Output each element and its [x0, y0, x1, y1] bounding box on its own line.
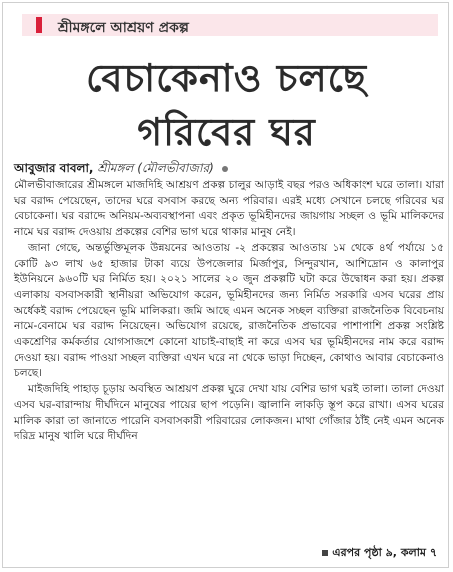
byline-bullet [222, 166, 228, 172]
article-body [14, 178, 444, 445]
paragraph-2: জানা গেছে, অন্তর্ভুক্তিমূলক উন্নয়নের আওতায় -২ প্রকল্পের আওতায় ১ম থেকে ৪র্থ পর্যায়ে ১৫ কোটি ৯৩ লাখ ৬৫ হাজার টাকা ব্যয়ে উপজেলার মির্জাপুর, সিন্দুরখান, আশিদ্রোন ও কালাপুর ইউনিয়নে ৯৬০টি ঘর নির্মিত হয়। ২০২১ সালের ২০ জুন প্রকল্পটি ঘটা করে উদ্বোধন করা হয়। প্রকল্প এলাকায় বসবাসকারী স্থানীয়রা অভিযোগ করেন, ভূমিহীনদের জন্য নির্মিত সরকারি এসব ঘরের প্রায় অর্ধেকই বরাদ্দ পেয়েছেন ভূমি মালিকরা। জমি আছে এমন অনেক সচ্ছল ব্যক্তিরা রাজনৈতিক বিবেচনায় নামে-বেনামে ঘর বরাদ্দ নিয়েছেন। অভিযোগ রয়েছে, রাজনৈতিক প্রভাবের পাশাপাশি প্রকল্প সংশ্লিষ্ট একশ্রেণির কর্মকর্তার যোগসাজশে কোনো যাচাই-বাছাই না করে এসব ঘর ভূমিহীনদের নাম করে বরাদ্দ দেওয়া হয়। বরাদ্দ পাওয়া সচ্ছল ব্যক্তিরা এখন ঘরে না থেকে ভাড়া দিচ্ছেন, কোথাও আবার বেচাকেনাও চলছে। [14, 241, 444, 380]
reporter-location: শ্রীমঙ্গল (মৌলভীবাজার) [97, 161, 214, 175]
headline-line-2: গরিবের ঘর [137, 110, 316, 154]
paragraph-1: মৌলভীবাজারের শ্রীমঙ্গলে মাজদিহি আশ্রয়ণ প্রকল্প চালুর আড়াই বছর পরও অধিকাংশ ঘরে তালা। যারা ঘর বরাদ্দ পেয়েছেন, তাদের ঘরে বসবাস করছে অন্য পরিবার। এরই মধ্যে সেখানে চলছে গরিবের ঘর বেচাকেনা। ঘর বরাদ্দে অনিয়ম-অব্যবস্থাপনা এবং প্রকৃত ভূমিহীনদের জায়গায় সচ্ছল ও ভূমি মালিকদের নামে ঘর বরাদ্দ দেওয়ায় প্রকল্পের বেশির ভাগ ঘরে থাকার মানুষ নেই। [14, 179, 444, 239]
headline-line-1: বেচাকেনাও চলছে [86, 56, 367, 100]
continuation-text: এরপর পৃষ্ঠা ৯, কলাম ৭ [332, 546, 437, 559]
paragraph-3: মাইজদিহি পাহাড় চূড়ায় অবস্থিত আশ্রয়ণ প্রকল্প ঘুরে দেখা যায় বেশির ভাগ ঘরই তালা। তালা দেওয়া এসব ঘর-বারান্দায় দীর্ঘদিনে মানুষের পায়ের ছাপ পড়েনি। জ্বালানি লাকড়ি স্তূপ করে রাখা। এসব ঘরের মালিক কারা তা জানাতে পারেনি বসবাসকারী পরিবারের লোকজন। মাথা গোঁজার ঠাঁই নেই এমন অনেক দরিদ্র মানুষ খালি ঘরে দীর্ঘদিন [14, 383, 444, 443]
reporter-name: আবুজার বাবলা, [14, 161, 94, 175]
kicker-text: শ্রীমঙ্গলে আশ্রয়ণ প্রকল্প [58, 20, 189, 36]
kicker-bar [36, 17, 42, 33]
continuation-note [322, 544, 437, 563]
kicker-strip [22, 14, 438, 36]
jump-square-icon [322, 550, 328, 556]
byline [14, 160, 228, 180]
